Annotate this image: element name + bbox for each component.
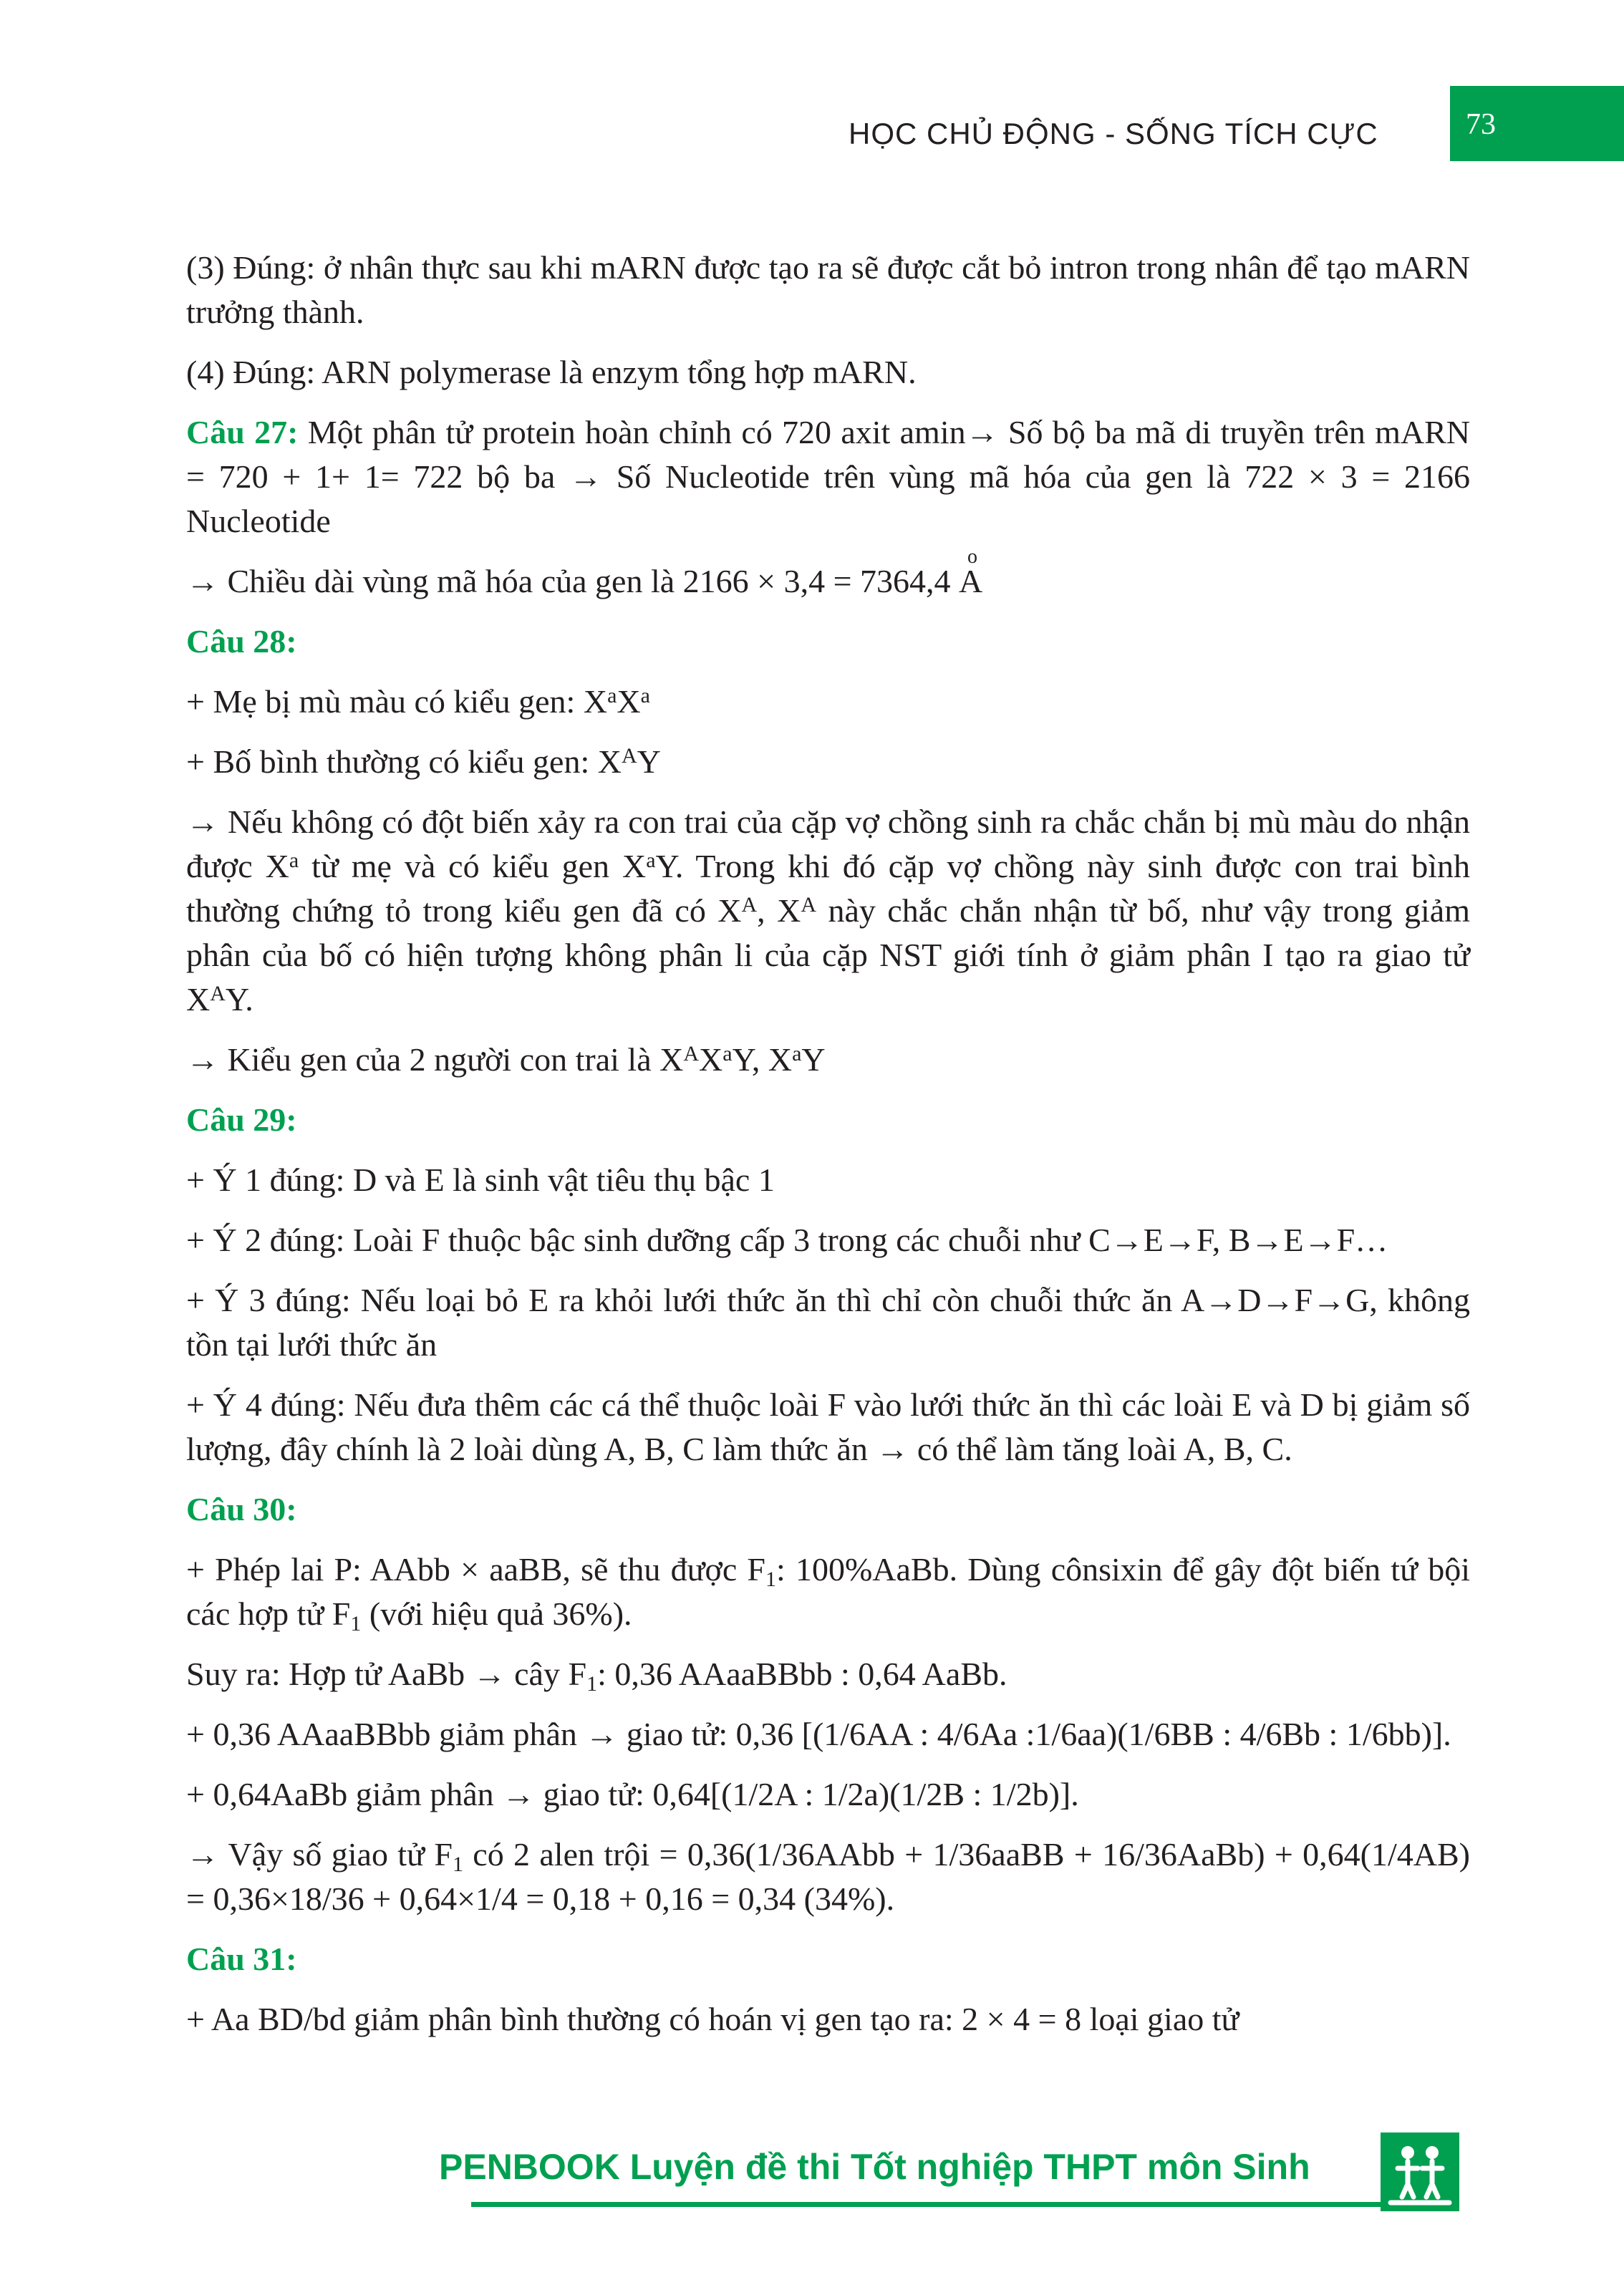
question-28-line: + Bố bình thường có kiểu gen: $X^AY$ (186, 743, 661, 780)
book-people-icon (1381, 2132, 1459, 2211)
question-text: Một phân tử protein hoàn chỉnh có 720 axit amin→ Số bộ ba mã di truyền trên mARN = 720 + 1+ 1= 722 bộ ba → Số Nucleotide trên vùng mã hóa của gen là 722 × 3 = 2166 Nucleotide (186, 414, 1470, 539)
question-27 (186, 410, 1470, 544)
header-title: HỌC CHỦ ĐỘNG - SỐNG TÍCH CỰC (849, 117, 1378, 150)
main-content (186, 246, 1470, 2057)
question-29-line: + Ý 1 đúng: D và E là sinh vật tiêu thụ bậc 1 (186, 1161, 775, 1198)
footer-divider (471, 2202, 1408, 2207)
question-30-line: Suy ra: Hợp tử AaBb → cây $F_1$: 0,36 AAaaBBbb : 0,64 AaBb. (186, 1656, 1007, 1696)
question-29-line: + Ý 2 đúng: Loài F thuộc bậc sinh dưỡng cấp 3 trong các chuỗi như C→E→F, B→E→F… (186, 1222, 1388, 1258)
question-label: Câu 27: (186, 414, 299, 450)
page-number: 73 (1466, 108, 1496, 141)
question-30-line: + 0,64AaBb giảm phân → giao tử: 0,64[(1/2A : 1/2a)(1/2B : 1/2b)]. (186, 1776, 1079, 1812)
question-31-line: + Aa BD/bd giảm phân bình thường có hoán vị gen tạo ra: 2 × 4 = 8 loại giao tử (186, 2001, 1239, 2037)
question-label: Câu 30: (186, 1491, 297, 1527)
angstrom-unit: o A (959, 559, 982, 604)
question-29-line: + Ý 3 đúng: Nếu loại bỏ E ra khỏi lưới thức ăn thì chỉ còn chuỗi thức ăn A→D→F→G, không tồn tại lưới thức ăn (186, 1282, 1470, 1363)
question-label: Câu 28: (186, 623, 297, 660)
question-30-line: + 0,36 AAaaBBbb giảm phân → giao tử: 0,36 [(1/6AA : 4/6Aa :1/6aa)(1/6BB : 4/6Bb : 1/6bb)]. (186, 1716, 1451, 1752)
question-27-result: → Chiều dài vùng mã hóa của gen là 2166 × 3,4 = 7364,4 o A (186, 559, 1470, 604)
question-30-line: + Phép lai P: AAbb × aaBB, sẽ thu được $F_1$: 100%AaBb. Dùng cônsixin để gây đột biến tứ bội các hợp tử $F_1$ (với hiệu quả 36%). (186, 1551, 1470, 1636)
question-30-line: → Vậy số giao tử $F_1$ có 2 alen trội = 0,36(1/36AAbb + 1/36aaBB + 16/36AaBb) + 0,64(1/4AB) = 0,36×18/36 + 0,64×1/4 = 0,18 + 0,16 = 0,34 (34%). (186, 1836, 1471, 1917)
question-28-line: → Kiểu gen của 2 người con trai là $X^AX^aY$, $X^aY$ (186, 1041, 826, 1078)
paragraph: (3) Đúng: ở nhân thực sau khi mARN được tạo ra sẽ được cắt bỏ intron trong nhân để tạo mARN trưởng thành. (186, 249, 1470, 330)
question-label: Câu 29: (186, 1101, 297, 1138)
question-28-line: → Nếu không có đột biến xảy ra con trai của cặp vợ chồng sinh ra chắc chắn bị mù màu do nhận được $X^a$ từ mẹ và có kiểu gen $X^aY$. Trong khi đó cặp vợ chồng này sinh được con trai bình thường chứng tỏ trong kiểu gen đã có $X^A$, $X^A$ này chắc chắn nhận từ bố, như vậy trong giảm phân của bố có hiện tượng không phân li của cặp NST giới tính ở giảm phân I tạo ra giao tử $X^AY$. (186, 803, 1470, 1018)
page-number-box (1450, 86, 1624, 161)
question-29-line: + Ý 4 đúng: Nếu đưa thêm các cá thể thuộc loài F vào lưới thức ăn thì các loài E và D bị giảm số lượng, đây chính là 2 loài dùng A, B, C làm thức ăn → có thể làm tăng loài A, B, C. (186, 1386, 1470, 1467)
question-label: Câu 31: (186, 1941, 297, 1977)
footer-title: PENBOOK Luyện đề thi Tốt nghiệp THPT môn Sinh (439, 2147, 1310, 2187)
question-28-line: + Mẹ bị mù màu có kiểu gen: $X^aX^a$ (186, 683, 650, 720)
paragraph: (4) Đúng: ARN polymerase là enzym tổng hợp mARN. (186, 354, 917, 390)
